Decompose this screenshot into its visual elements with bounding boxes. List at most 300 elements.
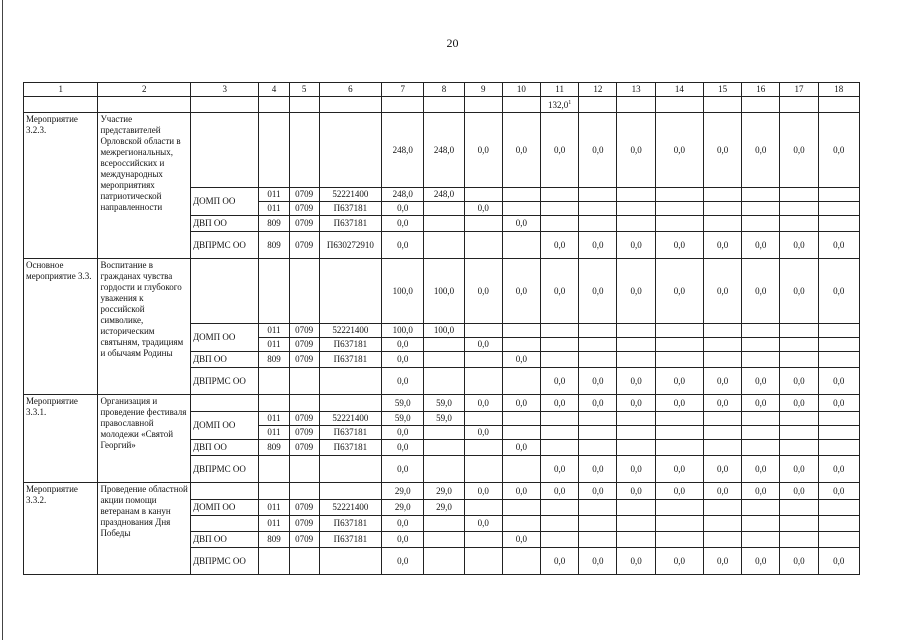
value-cell: 0,0 [382, 232, 424, 259]
value-cell [502, 188, 540, 202]
value-cell [617, 338, 655, 352]
code-cell: 52221400 [319, 188, 381, 202]
value-cell: 248,0 [424, 188, 464, 202]
value-cell [502, 456, 540, 483]
table-cell [742, 97, 780, 113]
code-cell [259, 368, 289, 395]
code-cell: 809 [259, 352, 289, 368]
value-cell [541, 500, 579, 516]
value-cell: 0,0 [655, 456, 703, 483]
code-cell: 0709 [289, 516, 319, 532]
total-value: 0,0 [780, 395, 818, 412]
footnote-mark: 1 [568, 100, 572, 106]
value-cell [780, 202, 818, 216]
code-cell: П630272910 [319, 232, 381, 259]
value-cell [818, 532, 859, 548]
column-header: 2 [98, 83, 191, 97]
total-value: 0,0 [541, 113, 579, 188]
value-cell: 0,0 [742, 232, 780, 259]
code-cell: 809 [259, 232, 289, 259]
code-cell: П637181 [319, 532, 381, 548]
code-cell: 809 [259, 216, 289, 232]
value-cell [742, 412, 780, 426]
value-cell [464, 532, 502, 548]
value-cell [780, 352, 818, 368]
total-value: 0,0 [703, 259, 741, 324]
table-cell [319, 259, 381, 324]
value-cell [579, 324, 617, 338]
value-cell [541, 202, 579, 216]
code-cell: 0709 [289, 440, 319, 456]
total-value: 100,0 [424, 259, 464, 324]
table-cell [382, 97, 424, 113]
code-cell [319, 548, 381, 575]
value-cell [502, 202, 540, 216]
value-cell [742, 426, 780, 440]
column-header: 1 [24, 83, 98, 97]
value-cell [655, 216, 703, 232]
total-value: 0,0 [818, 113, 859, 188]
value-cell [541, 412, 579, 426]
value-cell: 0,0 [382, 368, 424, 395]
value-cell [541, 188, 579, 202]
value-cell: 0,0 [780, 368, 818, 395]
code-cell: П637181 [319, 216, 381, 232]
value-cell [502, 324, 540, 338]
activity-total-row [24, 259, 860, 324]
table-cell [259, 113, 289, 188]
total-value: 0,0 [464, 395, 502, 412]
value-cell: 0,0 [382, 426, 424, 440]
total-value: 0,0 [617, 395, 655, 412]
activity-description: Участие представителей Орловской области в межрегиональных, всероссийских и международных мероприятиях патриотической направленности [98, 113, 191, 259]
table-cell [259, 395, 289, 412]
value-cell [655, 516, 703, 532]
value-cell [780, 324, 818, 338]
value-cell [655, 412, 703, 426]
total-value: 248,0 [382, 113, 424, 188]
funding-source [190, 516, 258, 532]
value-cell [424, 352, 464, 368]
value-cell: 0,0 [742, 368, 780, 395]
value-cell [742, 188, 780, 202]
code-cell [319, 368, 381, 395]
value-cell [617, 352, 655, 368]
value-cell [464, 368, 502, 395]
code-cell: 0709 [289, 216, 319, 232]
value-cell [424, 456, 464, 483]
total-value: 0,0 [617, 113, 655, 188]
table-cell [259, 483, 289, 500]
value-cell: 0,0 [579, 548, 617, 575]
activity-description: Организация и проведение фестиваля православной молодежи «Святой Георгий» [98, 395, 191, 483]
value-cell [541, 440, 579, 456]
value-cell: 0,0 [464, 202, 502, 216]
value-cell [464, 456, 502, 483]
table-cell [319, 113, 381, 188]
column-header: 4 [259, 83, 289, 97]
value-cell [703, 500, 741, 516]
value-cell: 0,0 [382, 338, 424, 352]
value-cell [703, 532, 741, 548]
value-cell [579, 202, 617, 216]
code-cell: 011 [259, 188, 289, 202]
table-cell [259, 259, 289, 324]
value-cell [464, 188, 502, 202]
code-cell [289, 368, 319, 395]
value-cell [742, 216, 780, 232]
code-cell: П637181 [319, 440, 381, 456]
value-cell [617, 216, 655, 232]
value-cell [617, 426, 655, 440]
total-value: 0,0 [579, 113, 617, 188]
value-cell: 0,0 [655, 232, 703, 259]
value-cell [742, 338, 780, 352]
value-cell [742, 324, 780, 338]
funding-source: ДВПРМС ОО [190, 548, 258, 575]
code-cell [319, 456, 381, 483]
total-value: 0,0 [742, 259, 780, 324]
column-header: 15 [703, 83, 741, 97]
value-cell [780, 426, 818, 440]
value-cell: 0,0 [541, 456, 579, 483]
total-value: 0,0 [818, 395, 859, 412]
value-cell [818, 440, 859, 456]
activity-description: Проведение областной акции помощи ветеранам в канун празднования Дня Победы [98, 483, 191, 575]
value-cell: 0,0 [382, 216, 424, 232]
value-cell: 0,0 [818, 368, 859, 395]
value-cell: 0,0 [818, 232, 859, 259]
value-cell [703, 202, 741, 216]
total-value: 0,0 [579, 395, 617, 412]
value-cell: 0,0 [818, 456, 859, 483]
value-cell: 0,0 [742, 456, 780, 483]
value-cell [617, 412, 655, 426]
code-cell: 011 [259, 338, 289, 352]
value-cell: 0,0 [617, 456, 655, 483]
page-number: 20 [446, 36, 459, 50]
total-value: 100,0 [382, 259, 424, 324]
value-cell [541, 352, 579, 368]
value-cell: 100,0 [382, 324, 424, 338]
value-cell [655, 338, 703, 352]
activity-total-row [24, 113, 860, 188]
total-value: 0,0 [541, 259, 579, 324]
value-cell [818, 188, 859, 202]
total-value: 0,0 [780, 259, 818, 324]
total-value: 0,0 [780, 113, 818, 188]
value-cell: 0,0 [502, 532, 540, 548]
total-value: 0,0 [742, 113, 780, 188]
value-cell: 0,0 [818, 548, 859, 575]
value-cell [579, 352, 617, 368]
table-cell [98, 97, 191, 113]
code-cell: 809 [259, 440, 289, 456]
value-cell [579, 516, 617, 532]
value-cell [541, 532, 579, 548]
value-cell [818, 338, 859, 352]
value-cell [424, 516, 464, 532]
code-cell: 011 [259, 500, 289, 516]
value-cell [541, 324, 579, 338]
column-header: 7 [382, 83, 424, 97]
value-cell: 0,0 [780, 548, 818, 575]
total-value: 0,0 [742, 483, 780, 500]
value-cell [617, 516, 655, 532]
total-value: 0,0 [655, 395, 703, 412]
value-cell [703, 324, 741, 338]
value-cell [617, 188, 655, 202]
column-header: 18 [818, 83, 859, 97]
value-cell: 0,0 [464, 338, 502, 352]
value-cell [579, 412, 617, 426]
value-cell: 59,0 [424, 412, 464, 426]
total-value: 0,0 [502, 259, 540, 324]
code-cell: 011 [259, 412, 289, 426]
table-cell [818, 97, 859, 113]
value-cell [424, 548, 464, 575]
value-cell [655, 202, 703, 216]
total-value: 29,0 [424, 483, 464, 500]
code-cell: 0709 [289, 426, 319, 440]
total-value: 0,0 [502, 113, 540, 188]
table-cell [424, 97, 464, 113]
code-cell: 011 [259, 202, 289, 216]
total-value: 0,0 [655, 113, 703, 188]
value-cell: 0,0 [502, 216, 540, 232]
column-header: 5 [289, 83, 319, 97]
value-cell [703, 426, 741, 440]
value-cell [579, 426, 617, 440]
value-cell: 29,0 [424, 500, 464, 516]
total-value: 0,0 [464, 483, 502, 500]
activity-total-row [24, 395, 860, 412]
column-header: 12 [579, 83, 617, 97]
table-cell [780, 97, 818, 113]
value-cell: 0,0 [541, 368, 579, 395]
funding-source: ДВП ОО [190, 216, 258, 232]
value-cell: 59,0 [382, 412, 424, 426]
value-cell [703, 516, 741, 532]
value-cell [742, 500, 780, 516]
column-header: 11 [541, 83, 579, 97]
value-cell [780, 516, 818, 532]
total-value: 0,0 [541, 395, 579, 412]
value-cell [742, 440, 780, 456]
value-cell: 0,0 [579, 456, 617, 483]
code-cell: 011 [259, 426, 289, 440]
total-value: 0,0 [703, 113, 741, 188]
table-cell [502, 97, 540, 113]
value-cell [502, 426, 540, 440]
value-cell: 0,0 [382, 202, 424, 216]
code-cell: П637181 [319, 516, 381, 532]
value-cell [703, 188, 741, 202]
funding-source: ДВПРМС ОО [190, 232, 258, 259]
value-cell: 0,0 [617, 368, 655, 395]
code-cell: 0709 [289, 500, 319, 516]
code-cell: 0709 [289, 532, 319, 548]
value-cell [424, 532, 464, 548]
value-cell [818, 500, 859, 516]
total-value: 0,0 [464, 259, 502, 324]
value-cell [579, 216, 617, 232]
header-row [24, 83, 860, 97]
value-cell [818, 412, 859, 426]
table-cell [24, 97, 98, 113]
code-cell: 809 [259, 532, 289, 548]
total-value: 0,0 [742, 395, 780, 412]
value-cell: 0,0 [655, 368, 703, 395]
value-cell [655, 324, 703, 338]
table-cell [617, 97, 655, 113]
value-cell [818, 426, 859, 440]
activity-label: Мероприятие 3.3.1. [24, 395, 98, 483]
value-cell [424, 216, 464, 232]
value-cell [818, 324, 859, 338]
code-cell [289, 548, 319, 575]
value-cell [703, 440, 741, 456]
value-cell [742, 352, 780, 368]
value-cell [502, 516, 540, 532]
value-cell: 0,0 [382, 440, 424, 456]
funding-source: ДВП ОО [190, 352, 258, 368]
value-cell: 0,0 [502, 440, 540, 456]
code-cell [259, 548, 289, 575]
column-header: 8 [424, 83, 464, 97]
total-value: 0,0 [818, 483, 859, 500]
total-value: 59,0 [424, 395, 464, 412]
table-cell [319, 483, 381, 500]
value-cell [617, 500, 655, 516]
code-cell: П637181 [319, 202, 381, 216]
value-cell [464, 548, 502, 575]
value-cell [579, 440, 617, 456]
value-cell [818, 352, 859, 368]
carry-row [24, 97, 860, 113]
value-cell: 0,0 [464, 426, 502, 440]
total-value: 0,0 [617, 483, 655, 500]
value-cell: 0,0 [742, 548, 780, 575]
value-cell [780, 338, 818, 352]
value-cell [655, 426, 703, 440]
value-cell: 0,0 [382, 352, 424, 368]
value-cell: 0,0 [382, 548, 424, 575]
funding-source: ДВП ОО [190, 532, 258, 548]
value-cell [742, 516, 780, 532]
value-cell [464, 440, 502, 456]
code-cell: П637181 [319, 426, 381, 440]
total-value: 0,0 [818, 259, 859, 324]
total-value: 0,0 [703, 395, 741, 412]
value-cell [617, 532, 655, 548]
value-cell [818, 516, 859, 532]
value-cell: 0,0 [780, 456, 818, 483]
code-cell: 011 [259, 516, 289, 532]
value-cell [464, 216, 502, 232]
table-cell [190, 483, 258, 500]
value-cell [780, 532, 818, 548]
value-cell: 248,0 [382, 188, 424, 202]
column-header: 16 [742, 83, 780, 97]
column-header: 14 [655, 83, 703, 97]
value-cell: 0,0 [464, 516, 502, 532]
column-header: 3 [190, 83, 258, 97]
budget-table [23, 82, 860, 575]
table-cell [289, 97, 319, 113]
value-cell [502, 548, 540, 575]
carry-value-text: 132,0 [548, 100, 569, 110]
value-cell [464, 232, 502, 259]
value-cell [617, 440, 655, 456]
code-cell [289, 456, 319, 483]
value-cell [502, 500, 540, 516]
activity-total-row [24, 483, 860, 500]
code-cell: 0709 [289, 232, 319, 259]
table-cell [319, 97, 381, 113]
value-cell: 0,0 [703, 548, 741, 575]
value-cell [464, 412, 502, 426]
value-cell [424, 368, 464, 395]
table-cell [464, 97, 502, 113]
value-cell [655, 532, 703, 548]
activity-description: Воспитание в гражданах чувства гордости и глубокого уважения к российской символике, историческим святыням, традициям и обычаям Родины [98, 259, 191, 395]
table-cell [289, 259, 319, 324]
total-value: 0,0 [464, 113, 502, 188]
code-cell: 011 [259, 324, 289, 338]
value-cell [818, 216, 859, 232]
value-cell: 0,0 [382, 532, 424, 548]
value-cell [818, 202, 859, 216]
column-header: 13 [617, 83, 655, 97]
value-cell: 0,0 [780, 232, 818, 259]
value-cell [655, 352, 703, 368]
value-cell: 0,0 [502, 352, 540, 368]
value-cell [579, 338, 617, 352]
value-cell [780, 412, 818, 426]
code-cell [259, 456, 289, 483]
total-value: 0,0 [703, 483, 741, 500]
table-cell [190, 97, 258, 113]
value-cell [541, 426, 579, 440]
value-cell: 0,0 [541, 232, 579, 259]
value-cell [780, 500, 818, 516]
activity-label: Основное мероприятие 3.3. [24, 259, 98, 395]
table-cell [190, 259, 258, 324]
value-cell: 0,0 [703, 232, 741, 259]
value-cell [541, 216, 579, 232]
value-cell [579, 188, 617, 202]
table-cell [190, 395, 258, 412]
column-header: 17 [780, 83, 818, 97]
value-cell [780, 216, 818, 232]
code-cell: 0709 [289, 412, 319, 426]
value-cell: 0,0 [382, 456, 424, 483]
value-cell [655, 440, 703, 456]
value-cell [655, 500, 703, 516]
value-cell: 0,0 [579, 232, 617, 259]
column-header: 6 [319, 83, 381, 97]
table-cell [289, 113, 319, 188]
code-cell: 0709 [289, 188, 319, 202]
value-cell [464, 500, 502, 516]
value-cell: 0,0 [655, 548, 703, 575]
value-cell [703, 352, 741, 368]
value-cell [424, 232, 464, 259]
value-cell [579, 500, 617, 516]
table-cell [655, 97, 703, 113]
value-cell [502, 232, 540, 259]
